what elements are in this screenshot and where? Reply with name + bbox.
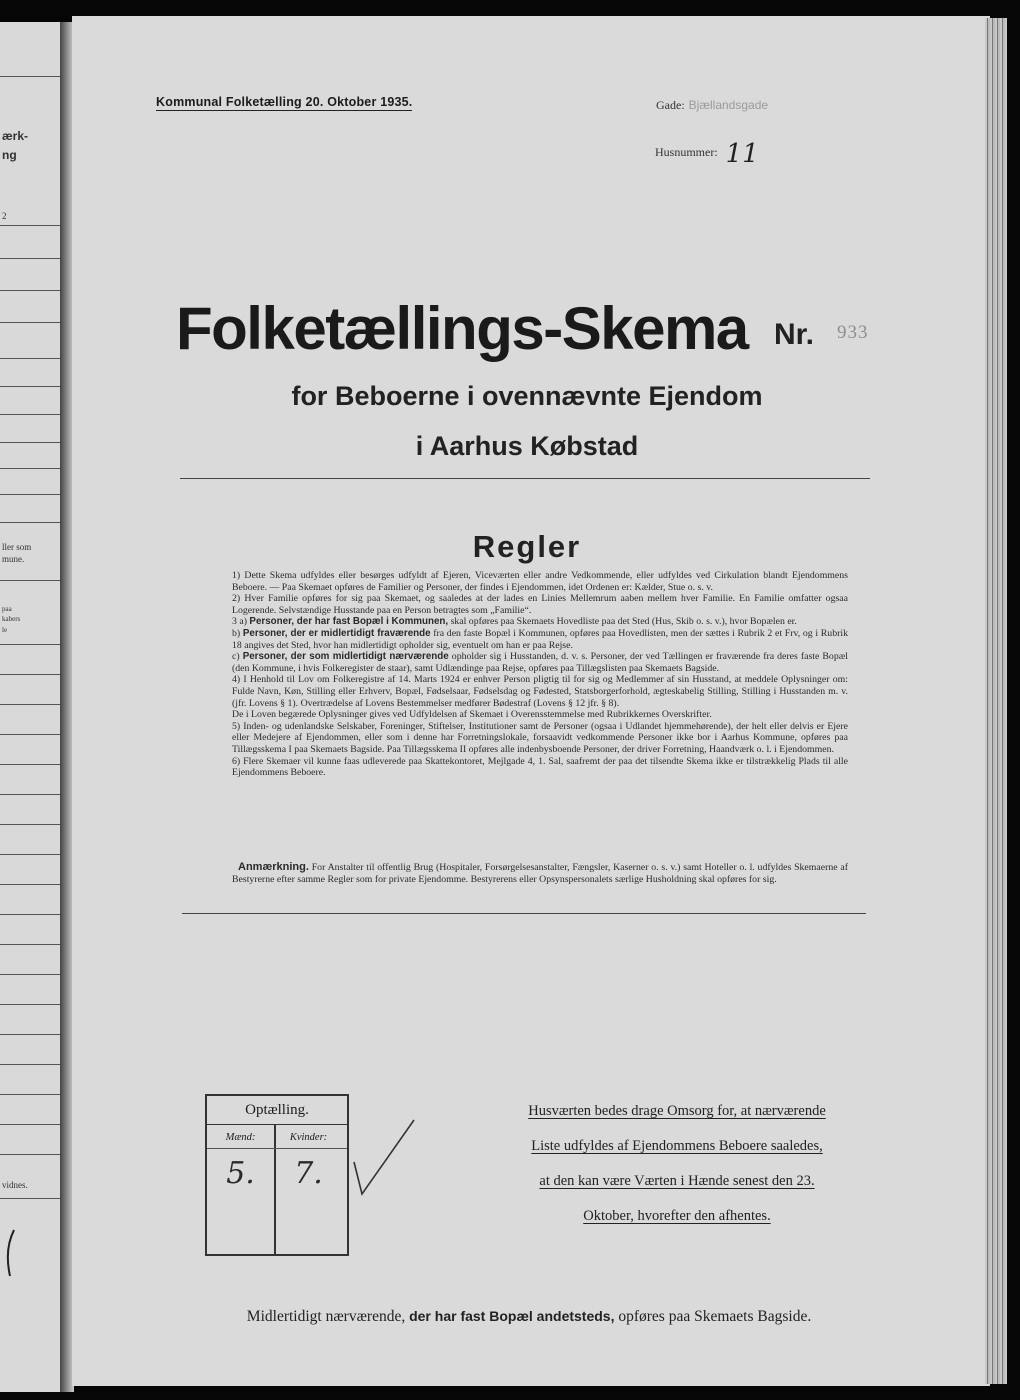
footer-part-3: opføres paa Skemaets Bagside.	[618, 1308, 812, 1325]
rules-heading: Regler	[472, 529, 582, 564]
rule-5: 5) Inden- og udenlandske Selskaber, Foreninger, Stiftelser, Institutioner samt de Personer (ogsaa i Udlandet hjemmehørende), der helt eller delvis er Ejere eller Medejere af Ejendommen, eller som i denne har Forretningslokale, forsaavidt vedkommende Personer ikke bor i Aarhus Kommune, opføres paa Tillægsskema I paa Skemaets Bagside. Paa Tillægsskema II opføres alle indenbysboende Personer, der driver Forretning, Haandværk o. l. i Ejendommen.	[232, 720, 848, 755]
house-number-field	[655, 133, 759, 169]
left-fragment-4: ller som	[2, 542, 32, 552]
left-fragment-5: mune.	[2, 554, 25, 564]
footer-part-2: der har fast Bopæl andetsteds,	[409, 1308, 615, 1324]
check-mark-icon	[350, 1116, 420, 1206]
left-fragment-6: paa	[2, 605, 12, 613]
form-subtitle-1: for Beboerne i ovennævnte Ejendom	[291, 381, 763, 411]
street-field	[656, 96, 768, 114]
rule-3a-number: 3 a)	[232, 616, 247, 628]
rule-3a-text: skal opføres paa Skemaets Hovedliste paa det Sted (Hus, Skib o. s. v.), hvor Bopælen er.	[450, 616, 797, 628]
tally-women-label: Kvinder:	[289, 1132, 328, 1143]
rule-3b	[232, 628, 848, 651]
rule-3b-text: fra den faste Bopæl i Kommunen, opføres paa Hovedlisten, men der sættes i Rubrik 2 et Frv, og i Rubrik 18 angives det Sted, hvor han midlertidigt opholder sig, eventuelt om han er paa Rejse.	[232, 627, 848, 651]
tally-title: Optælling.	[207, 1096, 347, 1125]
tally-box	[205, 1094, 349, 1256]
form-number-label: Nr.	[774, 318, 815, 351]
form-number-value: 933	[837, 322, 869, 343]
form-title: Folketællings-Skema	[176, 295, 748, 362]
landlord-note-line-1: Husværten bedes drage Omsorg for, at nærværende	[528, 1103, 826, 1119]
rules-text	[232, 570, 848, 779]
divider-top	[180, 478, 870, 479]
left-fragment-7: kabers	[2, 615, 21, 623]
left-page-fragment	[0, 22, 66, 1392]
landlord-note-line-3: at den kan være Værten i Hænde senest den 23.	[539, 1173, 815, 1189]
rule-2: 2) Hver Familie opføres for sig paa Skemaet, og saaledes at der lades en Linies Mellemrum aaben mellem hver Familie. En Familie omfatter ogsaa Logerende. Selvstændige Husstande paa en Person betragtes som „Familie“.	[232, 593, 848, 616]
page-stack-edges	[985, 18, 1007, 1384]
divider-bottom	[182, 913, 866, 914]
rule-4: 4) I Henhold til Lov om Folkeregistre af 14. Marts 1924 er enhver Person pligtig til for sig og Medlemmer af sin Husstand, at meddele Oplysninger om: Fulde Navn, Køn, Stilling eller Erhverv, Bopæl, Fødselsaar, Fødselsdag og Fødested, Statsborgerforhold, ægteskabelig Stilling, Stilling i Husstanden m. v. (jfr. Lovens § 1). Overtrædelse af Lovens Bestemmelser medfører Bødestraf (Lovens § 12 jfr. § 8).	[232, 674, 848, 709]
tally-men-label: Mænd:	[225, 1132, 256, 1143]
remark	[232, 862, 848, 885]
landlord-note-line-4: Oktober, hvorefter den afhentes.	[583, 1208, 771, 1224]
footer-note	[184, 1308, 874, 1326]
rule-3a	[232, 616, 848, 628]
rule-3c-text: opholder sig i Husstanden, d. v. s. Personer, der ved Tællingen er fraværende fra deres faste Bopæl (den Kommune, i hvis Folkeregister de staar), samt Udlændinge paa Rejse, opføres paa Tillægslisten paa Skemaets Bagside.	[232, 651, 848, 674]
house-number-value: 11	[725, 139, 759, 169]
left-fragment-2: ng	[2, 148, 17, 162]
rule-3b-lead: Personer, der er midlertidigt fraværende	[242, 627, 431, 639]
form-subtitle-2: i Aarhus Købstad	[415, 431, 639, 461]
rule-3b-number: b)	[232, 627, 241, 639]
landlord-note-line-2: Liste udfyldes af Ejendommens Beboere saaledes,	[531, 1138, 823, 1154]
footer-part-1: Midlertidigt nærværende,	[246, 1308, 406, 1325]
rule-4b: De i Loven begærede Oplysninger gives ved Udfyldelsen af Skemaet i Overensstemmelse med Rubrikkernes Overskrifter.	[232, 709, 712, 721]
rule-3c-number: c)	[232, 651, 240, 663]
remark-label: Anmærkning.	[238, 861, 309, 873]
left-fragment-1: ærk-	[2, 129, 29, 143]
remark-text: For Anstalter til offentlig Brug (Hospitaler, Forsørgelsesanstalter, Fængsler, Kaserner o. s. v.) samt Hoteller o. l. udfyldes Skemaerne af Bestyrerne efter samme Regler som for private Ejendomme. Bestyrerens eller Opsynspersonalets særlige Husholdning skal opføres for sig.	[232, 862, 849, 885]
rule-3c	[232, 651, 848, 674]
tally-header-line	[207, 1148, 347, 1149]
house-number-label: Husnummer:	[655, 145, 718, 159]
rule-3c-lead: Personer, der som midlertidigt nærværende	[242, 651, 449, 663]
tally-women-value: 7.	[294, 1156, 323, 1191]
street-value: Bjællandsgade	[688, 98, 769, 112]
left-fragment-8: le	[2, 626, 8, 634]
handwritten-mark	[0, 1222, 30, 1282]
left-fragment-3: 2	[2, 211, 7, 221]
street-label: Gade:	[656, 98, 685, 112]
left-fragment-9: vidnes.	[2, 1180, 28, 1190]
rule-6: 6) Flere Skemaer vil kunne faas udleverede paa Skattekontoret, Mejlgade 4, 1. Sal, saafremt der paa det tilsendte Skema ikke er tilstrækkelig Plads til alle Ejendommens Beboere.	[232, 755, 848, 779]
tally-men-value: 5.	[226, 1156, 255, 1191]
rule-1: 1) Dette Skema udfyldes eller besørges udfyldt af Ejeren, Viceværten eller andre Vedkommende, eller udfyldes ved Cirkulation blandt Ejendommens Beboere. — Paa Skemaet opføres de Familier og Personer, der findes i Ejendommen, idet Ordenen er: Kælder, Stue o. s. v.	[232, 570, 848, 593]
rule-3a-lead: Personer, der har fast Bopæl i Kommunen,	[249, 616, 449, 628]
census-form-page	[72, 16, 990, 1386]
census-header-title: Kommunal Folketælling 20. Oktober 1935.	[156, 95, 413, 109]
